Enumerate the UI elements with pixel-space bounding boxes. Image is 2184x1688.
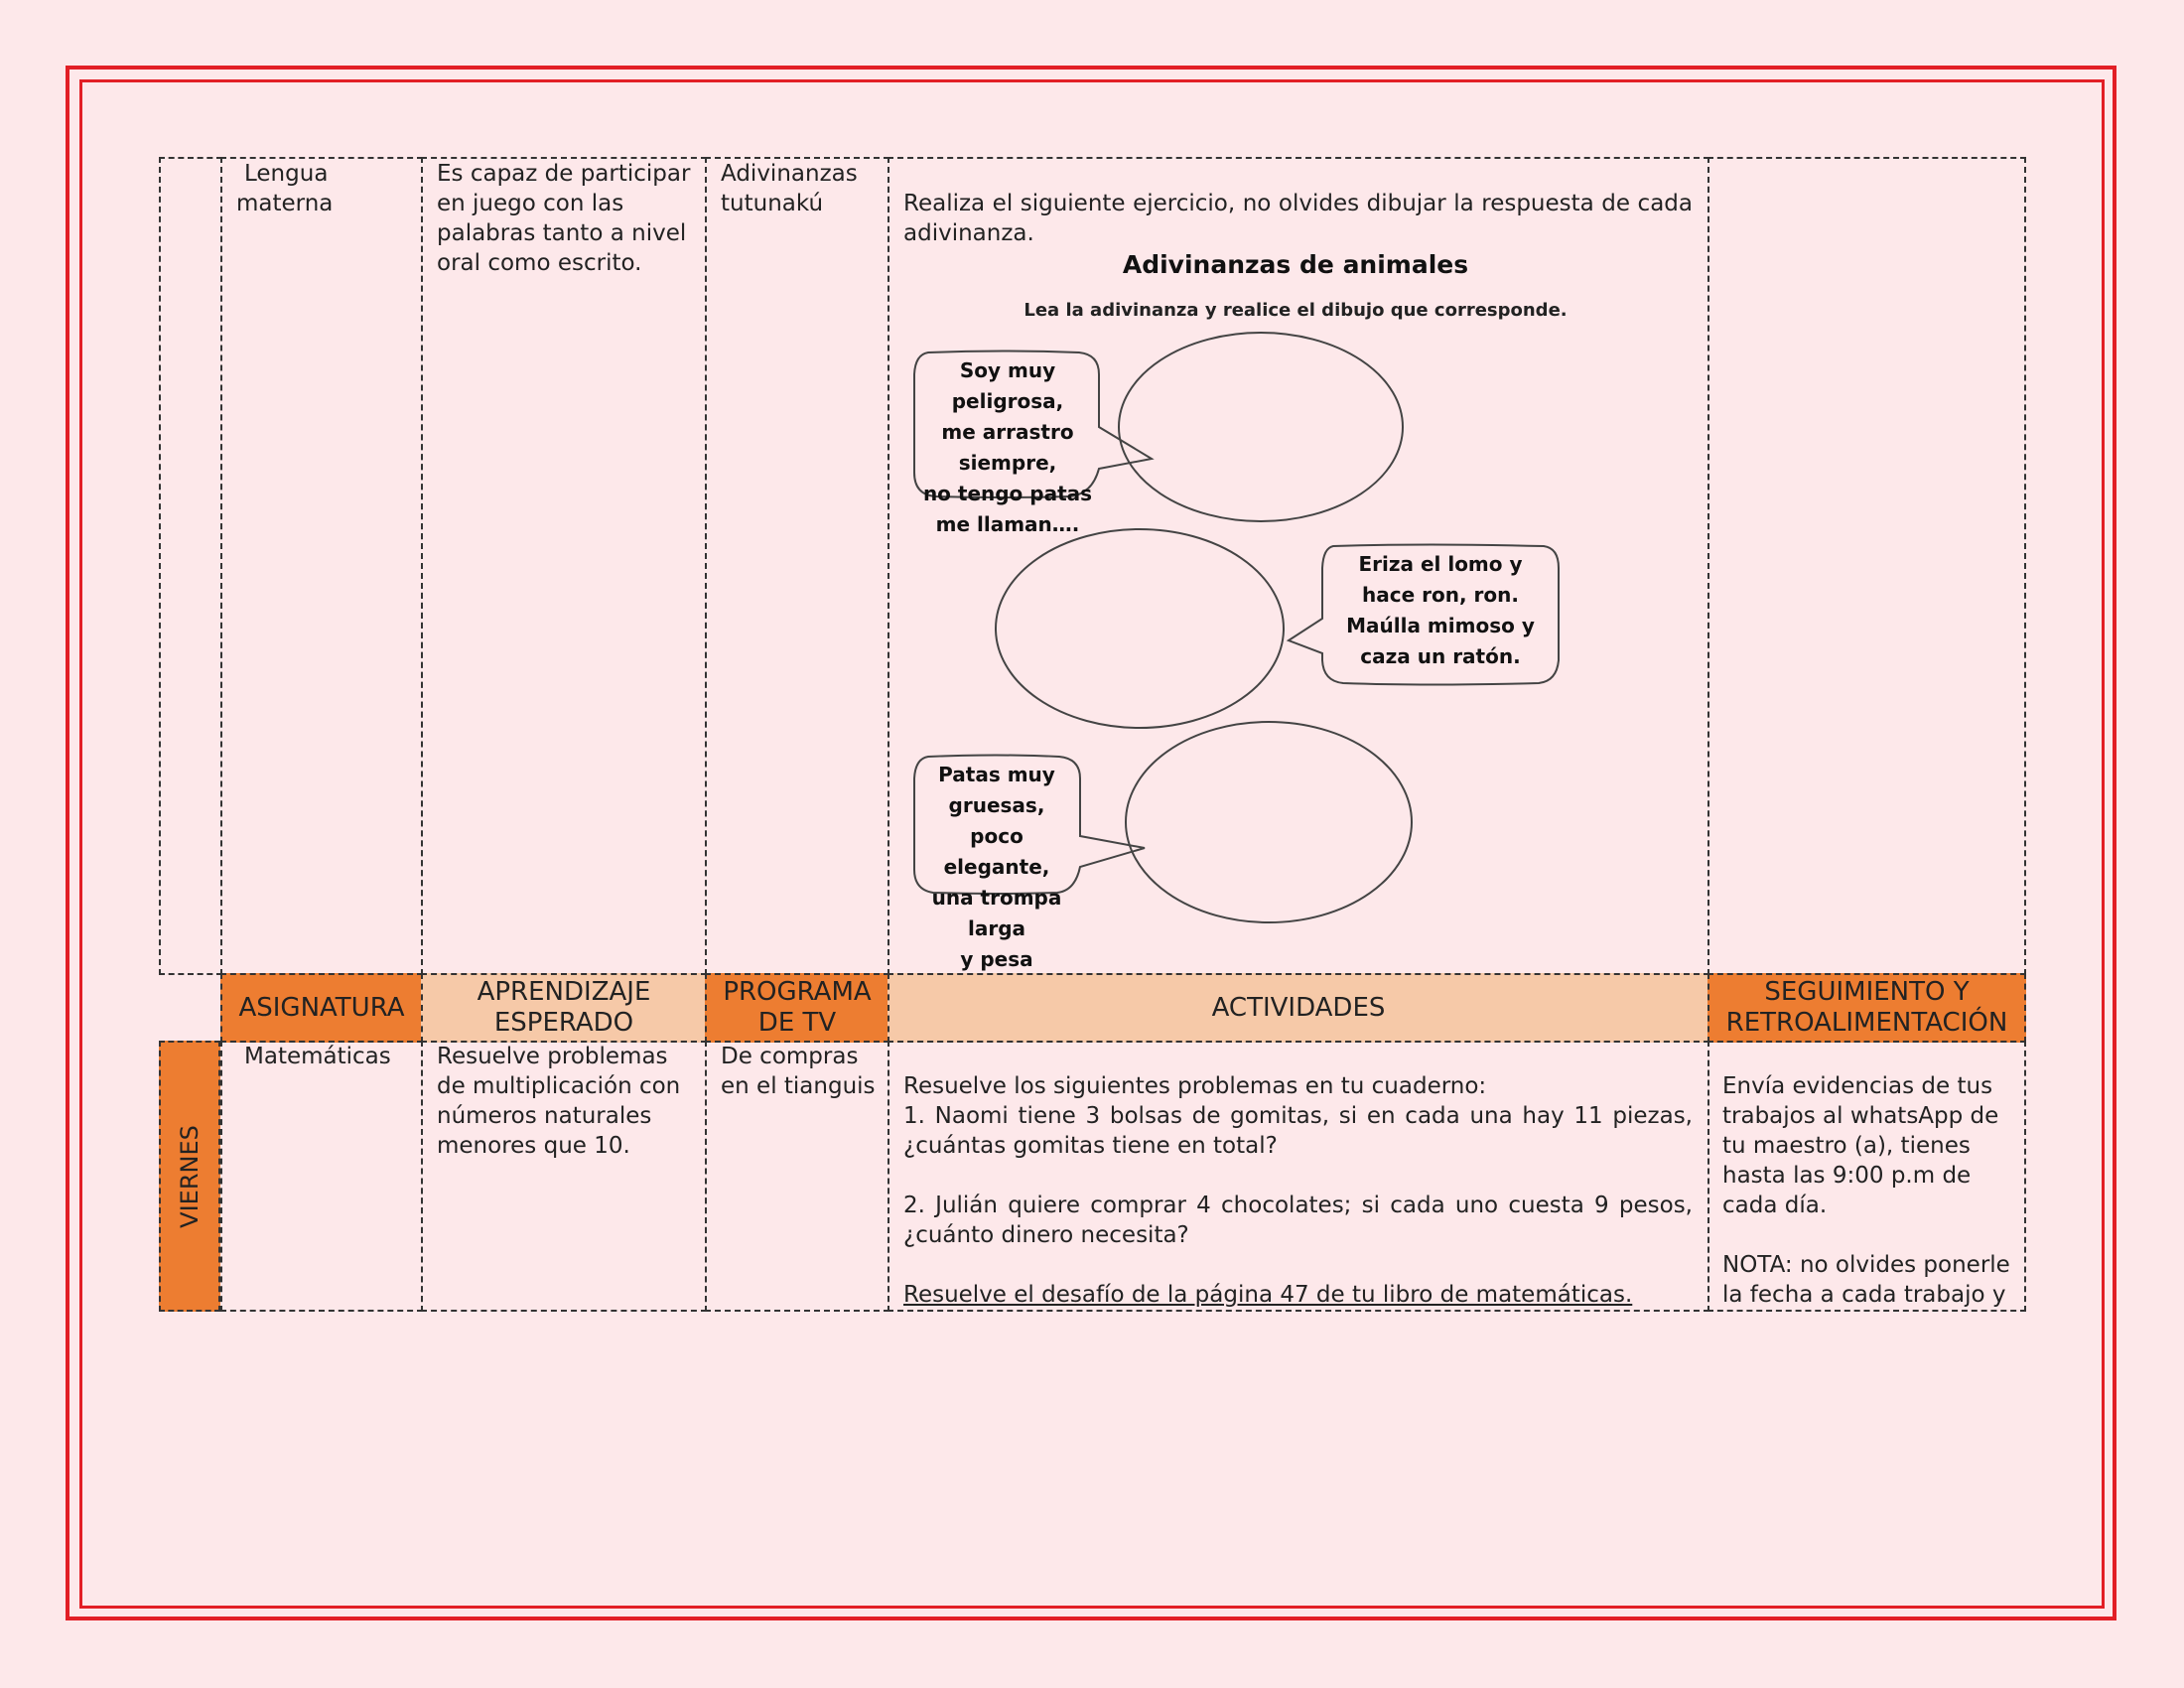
answer-circle-1 [1119,333,1403,521]
riddle-3-line: poco elegante, [943,824,1050,879]
row1-asignatura-line: materna [236,191,334,216]
day-label-viernes [159,1041,220,1312]
answer-circle-3 [1126,722,1412,922]
riddle-2 [1325,549,1556,672]
row2-nota-line: la fecha a cada trabajo y [1722,1282,2006,1308]
header-aprendizaje-line: ESPERADO [493,1008,634,1038]
header-asignatura-label: ASIGNATURA [238,992,405,1023]
header-actividades-label: ACTIVIDADES [1211,992,1386,1023]
row1-asignatura [236,159,334,218]
header-seguimiento-line: RETROALIMENTACIÓN [1725,1008,2008,1038]
day-label-text: VIERNES [176,1124,204,1228]
row1-aprendizaje-line: en juego con las [437,191,624,216]
row2-aprendizaje [437,1042,680,1161]
row1-aprendizaje-line: oral como escrito. [437,250,642,276]
row2-aprendizaje-line: Resuelve problemas [437,1044,668,1069]
row2-seguimiento [1722,1071,2010,1308]
row2-aprendizaje-line: menores que 10. [437,1133,630,1159]
row2-aprendizaje-line: números naturales [437,1103,652,1129]
row1-asignatura-line: Lengua [244,161,329,187]
riddle-1-line: me arrastro siempre, [941,420,1074,475]
row2-desafio: Resuelve el desafío de la página 47 de tu libro de matemáticas. [903,1282,1633,1308]
row1-aprendizaje-line: palabras tanto a nivel [437,220,687,246]
header-programa [705,973,889,1043]
riddle-2-line: Eriza el lomo y [1358,552,1523,576]
row1-aprendizaje-cell [421,157,707,975]
riddle-3-line: Patas muy gruesas, [938,763,1055,817]
row2-programa [721,1042,876,1101]
riddle-1-line: me llaman…. [935,512,1080,536]
riddle-2-line: hace ron, ron. [1362,583,1519,607]
row2-seguimiento-line: cada día. [1722,1193,1828,1218]
riddle-2-line: Maúlla mimoso y [1346,614,1535,637]
riddle-2-line: caza un ratón. [1360,644,1521,668]
riddle-3-line: una trompa larga [931,886,1062,940]
header-programa-label [723,977,871,1039]
row2-seguimiento-line: Envía evidencias de tus [1722,1073,1993,1099]
row2-actividades [903,1071,1693,1310]
row1-programa-cell [705,157,889,975]
row1-asignatura-cell [220,157,423,975]
row2-asignatura-cell [220,1041,423,1312]
row1-day-cell [159,157,222,975]
row2-aprendizaje-line: de multiplicación con [437,1073,681,1099]
row2-asignatura: Matemáticas [244,1044,391,1069]
worksheet-title: Adivinanzas de animales [1122,250,1469,279]
row1-aprendizaje-line: Es capaz de participar [437,161,691,187]
header-seguimiento [1707,973,2026,1043]
row2-seguimiento-line: tu maestro (a), tienes [1722,1133,1971,1159]
row2-programa-line: De compras [721,1044,859,1069]
row2-seguimiento-line: hasta las 9:00 p.m de [1722,1163,1972,1189]
header-programa-line: PROGRAMA [723,977,872,1007]
row2-nota-line: NOTA: no olvides ponerle [1722,1252,2010,1278]
header-aprendizaje-label [478,977,651,1039]
header-seguimiento-line: SEGUIMIENTO Y [1764,977,1970,1007]
answer-circle-2 [996,529,1284,728]
row1-programa-line: tutunakú [721,191,824,216]
header-aprendizaje-line: APRENDIZAJE [477,977,651,1007]
row1-programa [721,159,858,218]
row1-programa-line: Adivinanzas [721,161,858,187]
row1-aprendizaje [437,159,690,278]
riddle-3-line: y pesa [960,947,1033,971]
riddle-1-line: no tengo patas [922,482,1093,505]
header-programa-line: DE TV [757,1008,837,1038]
row2-programa-line: en el tianguis [721,1073,876,1099]
row2-problem-2: 2. Julián quiere comprar 4 chocolates; si cada uno cuesta 9 pesos, ¿cuánto dinero necesita? [903,1193,1693,1248]
row2-problem-1: 1. Naomi tiene 3 bolsas de gomitas, si en cada una hay 11 piezas, ¿cuántas gomitas tiene en total? [903,1103,1693,1159]
header-asignatura [220,973,423,1043]
header-seguimiento-label [1726,977,2008,1039]
row2-actividades-intro: Resuelve los siguientes problemas en tu cuaderno: [903,1073,1487,1099]
row1-seguimiento-cell [1707,157,2026,975]
row2-seguimiento-line: trabajos al whatsApp de [1722,1103,1999,1129]
worksheet-instructions: Lea la adivinanza y realice el dibujo que corresponde. [1024,300,1568,321]
row1-actividad-intro: Realiza el siguiente ejercicio, no olvides dibujar la respuesta de cada adivinanza. [903,191,1693,246]
adivinanzas-worksheet [888,238,1703,971]
riddle-1-line: Soy muy peligrosa, [951,358,1064,413]
riddle-1 [920,355,1095,540]
header-actividades [887,973,1709,1043]
header-aprendizaje [421,973,707,1043]
riddle-3 [916,760,1077,1006]
